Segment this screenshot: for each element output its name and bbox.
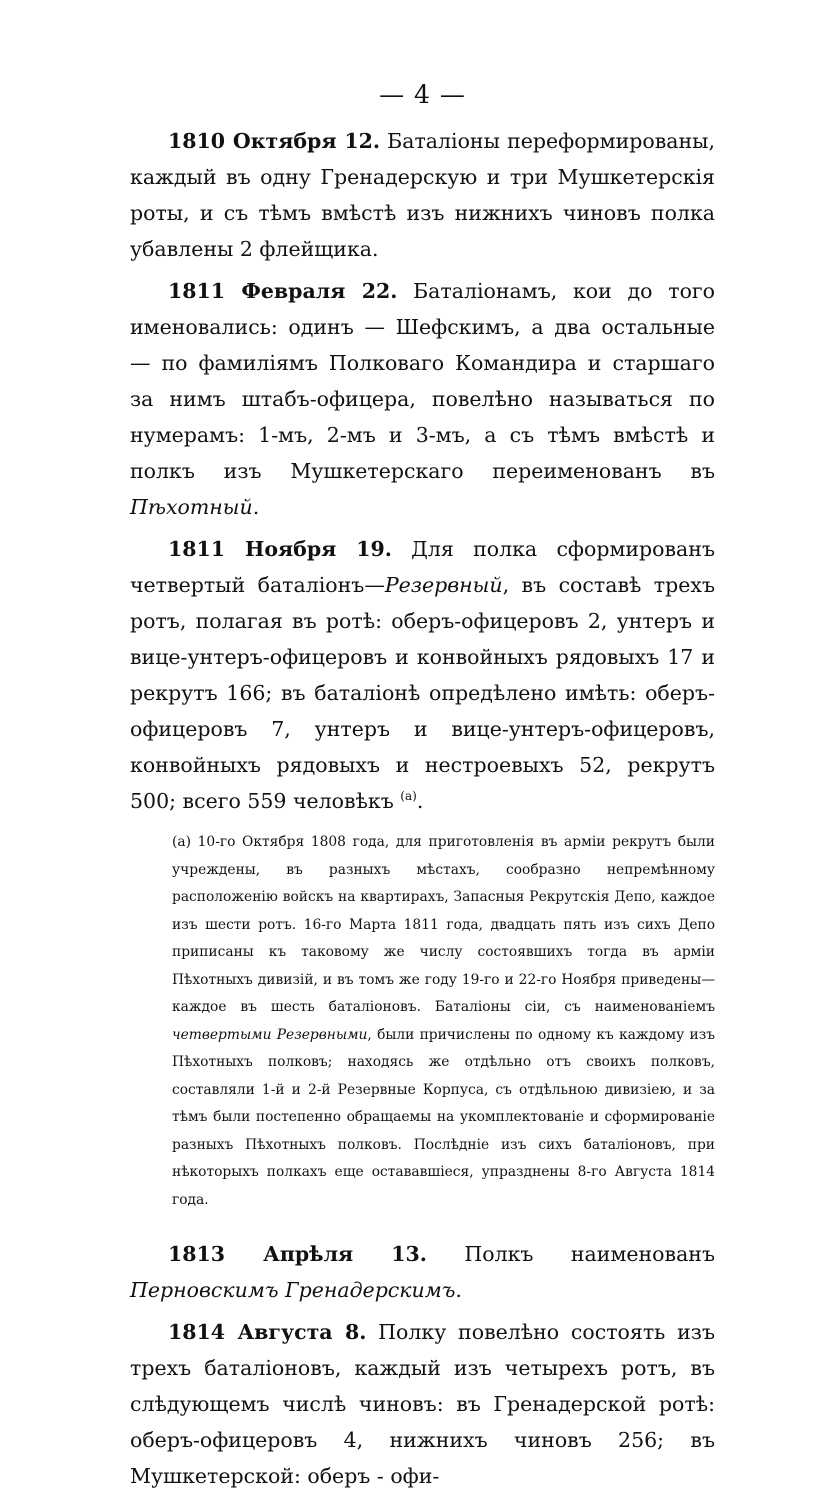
entry-1813 [130, 1236, 715, 1308]
entry-date: 1811 Февраля 22. [168, 279, 398, 303]
footnote [130, 829, 715, 1214]
footnote-text: (а) 10-го Октября 1808 года, для приготовленія въ арміи рекрутъ были учреждены, въ разныхъ мѣстахъ, сообразно непремѣнному расположенію войскъ на квартирахъ, Запасныя Рекрутскія Депо, каждое изъ шести ротъ. 16-го Марта 1811 года, двадцать пять изъ сихъ Депо приписаны къ таковому же числу состоявшихъ тогда въ арміи Пѣхотныхъ дивизій, и въ томъ же году 19-го и 22-го Ноября приведены— каждое въ шесть баталіоновъ. Баталіоны сіи, съ наименованіемъ [172, 834, 715, 1015]
entry-text: Баталіонамъ, кои до того именовались: одинъ — Шефскимъ, а два остальные — по фамиліямъ Полковаго Командира и старшаго за нимъ штабъ-офицера, повелѣно называться по нумерамъ: 1-мъ, 2-мъ и 3-мъ, а съ тѣмъ вмѣстѣ и полкъ изъ Мушкетерскаго переименованъ въ [130, 279, 715, 483]
entry-date: 1811 Ноября 19. [168, 537, 392, 561]
footnote-text: , были причислены по одному къ каждому изъ Пѣхотныхъ полковъ; находясь же отдѣльно отъ своихъ полковъ, составляли 1-й и 2-й Резервные Корпуса, съ отдѣльною дивизіею, и за тѣмъ были постепенно обращаемы на укомплектованіе и сформированіе разныхъ Пѣхотныхъ полковъ. Послѣдніе изъ сихъ баталіоновъ, при нѣкоторыхъ полкахъ еще остававшіеся, упразднены 8-го Августа 1814 года. [172, 1026, 715, 1208]
entry-tail: . [455, 1278, 462, 1302]
entry-1814 [130, 1314, 715, 1494]
entry-1811-nov [130, 531, 715, 819]
entry-date: 1814 Августа 8. [168, 1320, 367, 1344]
entry-1810 [130, 123, 715, 267]
entry-text: Полкъ наименованъ [426, 1242, 715, 1266]
entry-tail: . [416, 789, 424, 813]
page-body [130, 80, 715, 1500]
entry-date: 1810 Октября 12. [168, 129, 380, 153]
footnote-italic: четвертыми Резервными [172, 1026, 368, 1043]
entry-text: Полку повелѣно состоять изъ трехъ баталіоновъ, каждый изъ четырехъ ротъ, въ слѣдующемъ числѣ чиновъ: въ Гренадерской ротѣ: оберъ-офицеровъ 4, нижнихъ чиновъ 256; въ Мушкетерской: оберъ - офи- [130, 1320, 716, 1488]
entry-date: 1813 Апрѣля 13. [168, 1242, 427, 1266]
entry-text: Для полка сформированъ четвертый баталіонъ— [130, 537, 715, 597]
entry-text: Баталіоны переформированы, каждый въ одну Гренадерскую и три Мушкетерскія роты, и съ тѣмъ вмѣстѣ изъ нижнихъ чиновъ полка убавлены 2 флейщика. [130, 129, 715, 261]
page-number: — 4 — [379, 80, 466, 109]
entry-tail: . [252, 495, 260, 519]
entry-1811-feb [130, 273, 715, 525]
footnote-ref: (а) [400, 789, 417, 804]
entry-italic: Резервный [384, 573, 503, 597]
entry-text: , въ составѣ трехъ ротъ, полагая въ ротѣ: оберъ-офицеровъ 2, унтеръ и вице-унтеръ-офицеровъ и конвойныхъ рядовыхъ 17 и рекрутъ 166; въ баталіонѣ опредѣлено имѣть: оберъ-офицеровъ 7, унтеръ и вице-унтеръ-офицеровъ, конвойныхъ рядовыхъ и нестроевыхъ 52, рекрутъ 500; всего 559 человѣкъ [130, 573, 715, 813]
entry-italic: Перновскимъ Гренадерскимъ [130, 1278, 456, 1302]
entry-italic: Пѣхотный [130, 495, 253, 519]
